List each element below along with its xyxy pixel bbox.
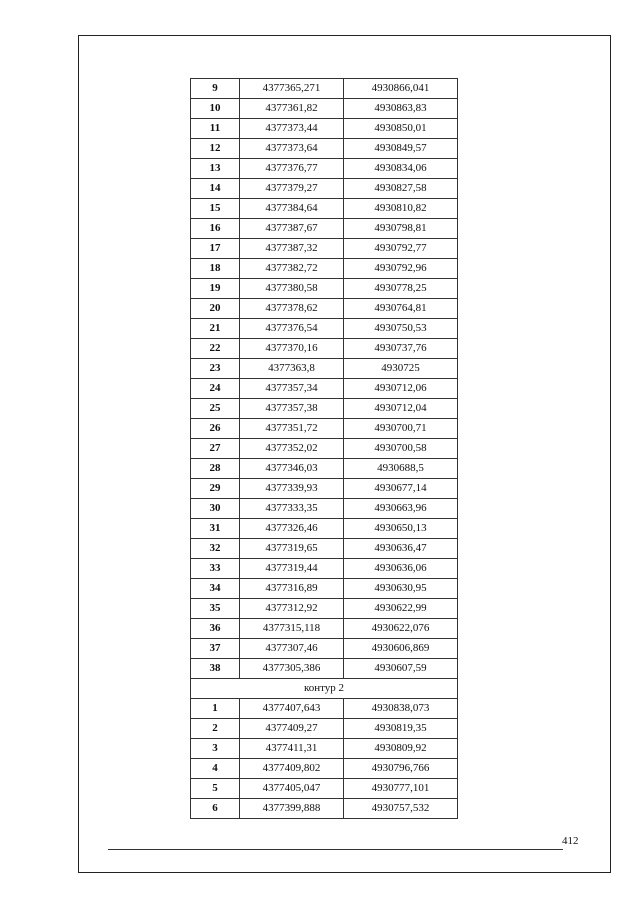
y-coordinate-cell: 4930606,869 (344, 639, 458, 659)
point-number-cell: 37 (191, 639, 240, 659)
point-number-cell: 1 (191, 699, 240, 719)
point-number-cell: 32 (191, 539, 240, 559)
table-row (191, 399, 458, 419)
page-number: 412 (562, 835, 579, 847)
y-coordinate-cell: 4930838,073 (344, 699, 458, 719)
y-coordinate-cell: 4930737,76 (344, 339, 458, 359)
table-row (191, 599, 458, 619)
point-number-cell: 2 (191, 719, 240, 739)
point-number-cell: 13 (191, 159, 240, 179)
table-row (191, 279, 458, 299)
x-coordinate-cell: 4377382,72 (240, 259, 344, 279)
table-row (191, 179, 458, 199)
x-coordinate-cell: 4377363,8 (240, 359, 344, 379)
x-coordinate-cell: 4377376,54 (240, 319, 344, 339)
table-row (191, 539, 458, 559)
y-coordinate-cell: 4930663,96 (344, 499, 458, 519)
point-number-cell: 20 (191, 299, 240, 319)
x-coordinate-cell: 4377405,047 (240, 779, 344, 799)
table-row (191, 119, 458, 139)
point-number-cell: 35 (191, 599, 240, 619)
point-number-cell: 4 (191, 759, 240, 779)
point-number-cell: 3 (191, 739, 240, 759)
x-coordinate-cell: 4377319,44 (240, 559, 344, 579)
point-number-cell: 9 (191, 79, 240, 99)
x-coordinate-cell: 4377351,72 (240, 419, 344, 439)
y-coordinate-cell: 4930622,076 (344, 619, 458, 639)
x-coordinate-cell: 4377316,89 (240, 579, 344, 599)
point-number-cell: 34 (191, 579, 240, 599)
point-number-cell: 11 (191, 119, 240, 139)
point-number-cell: 26 (191, 419, 240, 439)
y-coordinate-cell: 4930819,35 (344, 719, 458, 739)
point-number-cell: 12 (191, 139, 240, 159)
table-row (191, 659, 458, 679)
y-coordinate-cell: 4930750,53 (344, 319, 458, 339)
table-row (191, 439, 458, 459)
x-coordinate-cell: 4377370,16 (240, 339, 344, 359)
table-row (191, 699, 458, 719)
table-row (191, 99, 458, 119)
y-coordinate-cell: 4930712,04 (344, 399, 458, 419)
y-coordinate-cell: 4930700,58 (344, 439, 458, 459)
table-row (191, 199, 458, 219)
section-header-row (191, 679, 458, 699)
point-number-cell: 18 (191, 259, 240, 279)
coordinates-table-body (191, 79, 458, 819)
x-coordinate-cell: 4377376,77 (240, 159, 344, 179)
table-row (191, 319, 458, 339)
y-coordinate-cell: 4930757,532 (344, 799, 458, 819)
x-coordinate-cell: 4377380,58 (240, 279, 344, 299)
y-coordinate-cell: 4930798,81 (344, 219, 458, 239)
table-row (191, 359, 458, 379)
table-row (191, 259, 458, 279)
x-coordinate-cell: 4377409,27 (240, 719, 344, 739)
y-coordinate-cell: 4930630,95 (344, 579, 458, 599)
table-row (191, 499, 458, 519)
x-coordinate-cell: 4377352,02 (240, 439, 344, 459)
section-label: контур 2 (191, 679, 458, 699)
x-coordinate-cell: 4377373,44 (240, 119, 344, 139)
table-row (191, 79, 458, 99)
y-coordinate-cell: 4930863,83 (344, 99, 458, 119)
table-row (191, 479, 458, 499)
y-coordinate-cell: 4930850,01 (344, 119, 458, 139)
y-coordinate-cell: 4930677,14 (344, 479, 458, 499)
x-coordinate-cell: 4377315,118 (240, 619, 344, 639)
x-coordinate-cell: 4377312,92 (240, 599, 344, 619)
table-row (191, 639, 458, 659)
y-coordinate-cell: 4930650,13 (344, 519, 458, 539)
x-coordinate-cell: 4377361,82 (240, 99, 344, 119)
table-row (191, 779, 458, 799)
y-coordinate-cell: 4930796,766 (344, 759, 458, 779)
y-coordinate-cell: 4930810,82 (344, 199, 458, 219)
point-number-cell: 27 (191, 439, 240, 459)
footer-rule (108, 849, 563, 850)
y-coordinate-cell: 4930834,06 (344, 159, 458, 179)
coordinates-table (190, 78, 458, 819)
point-number-cell: 10 (191, 99, 240, 119)
x-coordinate-cell: 4377399,888 (240, 799, 344, 819)
y-coordinate-cell: 4930688,5 (344, 459, 458, 479)
y-coordinate-cell: 4930622,99 (344, 599, 458, 619)
table-row (191, 239, 458, 259)
table-row (191, 379, 458, 399)
x-coordinate-cell: 4377384,64 (240, 199, 344, 219)
point-number-cell: 29 (191, 479, 240, 499)
x-coordinate-cell: 4377357,34 (240, 379, 344, 399)
x-coordinate-cell: 4377346,03 (240, 459, 344, 479)
y-coordinate-cell: 4930764,81 (344, 299, 458, 319)
point-number-cell: 28 (191, 459, 240, 479)
x-coordinate-cell: 4377387,67 (240, 219, 344, 239)
point-number-cell: 24 (191, 379, 240, 399)
point-number-cell: 16 (191, 219, 240, 239)
x-coordinate-cell: 4377411,31 (240, 739, 344, 759)
table-row (191, 799, 458, 819)
x-coordinate-cell: 4377379,27 (240, 179, 344, 199)
table-row (191, 219, 458, 239)
point-number-cell: 6 (191, 799, 240, 819)
y-coordinate-cell: 4930827,58 (344, 179, 458, 199)
y-coordinate-cell: 4930607,59 (344, 659, 458, 679)
point-number-cell: 15 (191, 199, 240, 219)
table-row (191, 339, 458, 359)
x-coordinate-cell: 4377409,802 (240, 759, 344, 779)
table-row (191, 579, 458, 599)
point-number-cell: 21 (191, 319, 240, 339)
table-row (191, 559, 458, 579)
x-coordinate-cell: 4377357,38 (240, 399, 344, 419)
table-row (191, 519, 458, 539)
y-coordinate-cell: 4930809,92 (344, 739, 458, 759)
table-row (191, 619, 458, 639)
table-row (191, 139, 458, 159)
y-coordinate-cell: 4930792,77 (344, 239, 458, 259)
y-coordinate-cell: 4930700,71 (344, 419, 458, 439)
point-number-cell: 25 (191, 399, 240, 419)
y-coordinate-cell: 4930777,101 (344, 779, 458, 799)
table-row (191, 739, 458, 759)
y-coordinate-cell: 4930636,06 (344, 559, 458, 579)
x-coordinate-cell: 4377373,64 (240, 139, 344, 159)
x-coordinate-cell: 4377307,46 (240, 639, 344, 659)
y-coordinate-cell: 4930792,96 (344, 259, 458, 279)
point-number-cell: 38 (191, 659, 240, 679)
x-coordinate-cell: 4377378,62 (240, 299, 344, 319)
point-number-cell: 30 (191, 499, 240, 519)
x-coordinate-cell: 4377387,32 (240, 239, 344, 259)
point-number-cell: 23 (191, 359, 240, 379)
y-coordinate-cell: 4930636,47 (344, 539, 458, 559)
x-coordinate-cell: 4377333,35 (240, 499, 344, 519)
point-number-cell: 36 (191, 619, 240, 639)
y-coordinate-cell: 4930849,57 (344, 139, 458, 159)
y-coordinate-cell: 4930712,06 (344, 379, 458, 399)
x-coordinate-cell: 4377365,271 (240, 79, 344, 99)
x-coordinate-cell: 4377339,93 (240, 479, 344, 499)
point-number-cell: 17 (191, 239, 240, 259)
point-number-cell: 22 (191, 339, 240, 359)
point-number-cell: 5 (191, 779, 240, 799)
table-row (191, 759, 458, 779)
table-row (191, 159, 458, 179)
y-coordinate-cell: 4930866,041 (344, 79, 458, 99)
table-row (191, 459, 458, 479)
point-number-cell: 33 (191, 559, 240, 579)
y-coordinate-cell: 4930725 (344, 359, 458, 379)
point-number-cell: 19 (191, 279, 240, 299)
table-row (191, 419, 458, 439)
y-coordinate-cell: 4930778,25 (344, 279, 458, 299)
table-row (191, 719, 458, 739)
point-number-cell: 14 (191, 179, 240, 199)
x-coordinate-cell: 4377319,65 (240, 539, 344, 559)
x-coordinate-cell: 4377407,643 (240, 699, 344, 719)
table-row (191, 299, 458, 319)
x-coordinate-cell: 4377326,46 (240, 519, 344, 539)
x-coordinate-cell: 4377305,386 (240, 659, 344, 679)
point-number-cell: 31 (191, 519, 240, 539)
